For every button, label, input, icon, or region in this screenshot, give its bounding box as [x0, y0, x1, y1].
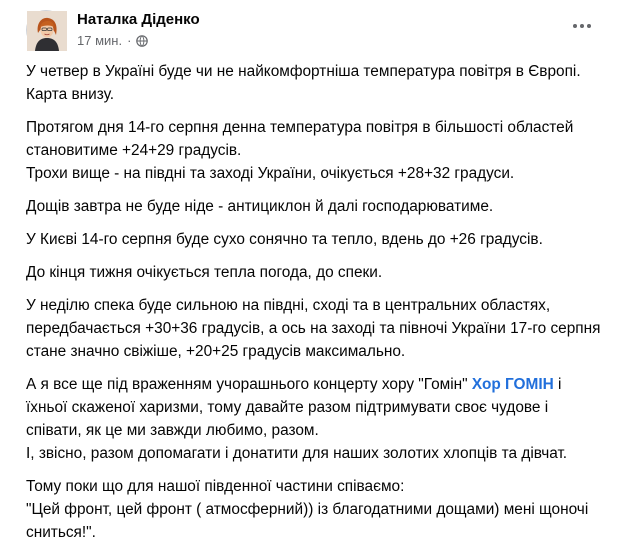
more-options-button[interactable] — [568, 14, 596, 38]
avatar-portrait-icon — [27, 11, 67, 51]
post-paragraph: Тому поки що для нашої південної частини співаємо: — [26, 478, 405, 495]
mention-link-hor-gomin[interactable]: Хор ГОМІН — [471, 376, 554, 393]
post-paragraph: У Києві 14-го серпня буде сухо сонячно та тепло, вдень до +26 градусів. — [26, 231, 543, 248]
post-paragraph: І, звісно, разом допомагати і донатити для наших золотих хлопців та дівчат. — [26, 445, 568, 462]
post-header — [16, 0, 600, 56]
post-timestamp[interactable]: 17 мин. — [77, 33, 123, 48]
meta-separator: · — [127, 33, 132, 48]
post-paragraph: У неділю спека буде сильною на півдні, сході та в центральних областях, передбачається +30+36 градусів, а ось на заході та півночі України 17-го серпня стане значно свіжіше, +20+25 градусів максимально. — [26, 297, 601, 360]
post-paragraph: Протягом дня 14-го серпня денна температура повітря в більшості областей становитиме +24+29 градусів. — [26, 119, 574, 159]
paragraph-text: і їхньої скаженої харизми, тому давайте разом підтримувати своє чудове і співати, як це ми завжди любимо, разом. — [26, 376, 562, 439]
paragraph-text: А я все ще під враженням учорашнього концерту хору "Гомін" — [26, 376, 472, 393]
globe-icon[interactable] — [136, 35, 148, 47]
more-horizontal-icon — [573, 24, 577, 28]
post-body — [26, 60, 606, 554]
post-paragraph: Дощів завтра не буде ніде - антициклон й далі господарюватиме. — [26, 198, 494, 215]
post-paragraph — [26, 373, 606, 442]
post-meta — [77, 33, 148, 48]
post-paragraph: У четвер в Україні буде чи не найкомфортніша температура повітря в Європі. Карта внизу. — [26, 63, 581, 103]
post-paragraph: "Цей фронт, цей фронт ( атмосферний)) із благодатними дощами) мені щоночі сниться!". — [26, 501, 589, 541]
avatar[interactable] — [26, 10, 66, 50]
post-paragraph: Трохи вище - на півдні та заході України, очікується +28+32 градуси. — [26, 165, 515, 182]
post-author-name[interactable]: Наталка Діденко — [77, 11, 200, 28]
post-paragraph: До кінця тижня очікується тепла погода, до спеки. — [26, 264, 383, 281]
